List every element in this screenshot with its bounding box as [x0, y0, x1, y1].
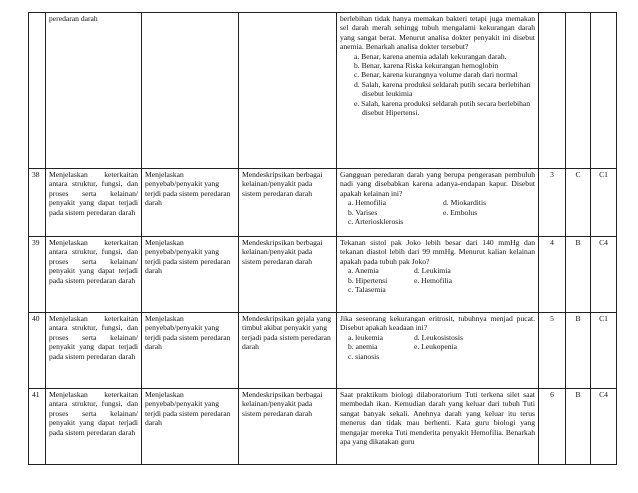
table-row: [29, 313, 617, 389]
competency-cell: [46, 13, 142, 169]
competency-text: Menjelaskan keterkaitan antara struktur, fungsi, dan proses serta kelainan/ penyakit yang dapat terjadi pada sistem peredaran darah: [49, 390, 138, 437]
option-a: a. Hemofilia: [348, 198, 386, 208]
question-grid-table: [28, 12, 617, 465]
question-text: Tekanan sistol pak Joko lebih besar dari 140 mmHg dan tekanan diastol lebih dari 99 mmHg. Menurut kalian kelainan apakah pada tubuh pak Joko?: [340, 238, 535, 266]
option-b: b. anemia: [348, 342, 378, 352]
question-text: Saat praktikum biologi dilaboratorium Tuti terkena silet saat membedah ikan. Kemudian darah yang keluar dari tubuh Tuti sangat banyak sekali. Anehnya darah yang keluar itu terus menerus dan tidak mau berhenti. Kata guru biologi yang mengajar mereka Tuti menderita penyakit Hemofilia. Benarkah apa yang dikatakan guru: [340, 390, 535, 447]
question-cell: [337, 169, 539, 237]
row-number-cell: 40: [29, 313, 46, 389]
competency-text: Menjelaskan keterkaitan antara struktur, fungsi, dan proses serta kelainan/ penyakit yang dapat terjadi pada sistem peredaran darah: [49, 238, 138, 285]
option-b: b. Hipertensi: [348, 275, 388, 285]
row-number-cell: 41: [29, 389, 46, 465]
option-a: a. leukemia: [348, 332, 383, 342]
material-cell: Menjelaskan penyebab/penyakit yang terjdi pada sistem peredaran darah: [142, 313, 239, 389]
material-cell: Menjelaskan penyebab/penyakit yang terjdi pada sistem peredaran darah: [142, 169, 239, 237]
table-row: [29, 13, 617, 169]
key-cell: [566, 13, 591, 169]
question-cell: [337, 313, 539, 389]
option-d: d. Miokarditis: [443, 198, 487, 208]
key-cell: B: [566, 313, 591, 389]
option-b: b. Benar, karena Riska kekurangan hemoglobin: [354, 61, 499, 71]
table-row: [29, 237, 617, 313]
competency-text: peredaran darah: [49, 14, 98, 23]
level-cell: 4: [539, 237, 566, 313]
question-cell: [337, 237, 539, 313]
row-number-cell: [29, 13, 46, 169]
options-list: [340, 333, 535, 361]
row-number-cell: 38: [29, 169, 46, 237]
option-e: e. Leukopenia: [414, 342, 458, 352]
table-row: [29, 389, 617, 465]
option-a: a. Anemia: [348, 266, 379, 276]
option-c: c. sianosis: [348, 351, 380, 361]
option-a: a. Benar, karena anemia adalah kekurangan darah.: [354, 51, 507, 61]
competency-cell: [46, 237, 142, 313]
key-cell: B: [566, 389, 591, 465]
competency-cell: [46, 169, 142, 237]
cognitive-cell: [591, 13, 617, 169]
row-number-cell: 39: [29, 237, 46, 313]
indicator-cell: Mendeskripsikan berbagai kelainan/penyakit pada sistem peredaran darah: [239, 169, 337, 237]
question-cell: [337, 389, 539, 465]
indicator-cell: Mendeskripsikan berbagai kelainan/penyakit pada sistem peredaran darah: [239, 237, 337, 313]
indicator-cell: [239, 13, 337, 169]
question-text: berlebihan tidak hanya memakan bakteri tetapi juga memakan sel darah merah sehingg tubuh mengalami kekurangan darah yang sangat berat. Menurut analisa dokter penyakit ini disebut anemia. Benarkah analisa dokter tersebut?: [340, 14, 535, 52]
cognitive-cell: C4: [591, 237, 617, 313]
level-cell: 3: [539, 169, 566, 237]
competency-text: Menjelaskan keterkaitan antara struktur, fungsi, dan proses serta kelainan/ penyakit yang dapat terjadi pada sistem peredaran darah: [49, 314, 138, 361]
key-cell: C: [566, 169, 591, 237]
option-d: d. Salah, karena produksi seldarah putih secara berlebihan disebut leukimia: [354, 79, 531, 99]
competency-cell: [46, 389, 142, 465]
level-cell: [539, 13, 566, 169]
material-cell: Menjelaskan penyebab/penyakit yang terjdi pada sistem peredaran darah: [142, 237, 239, 313]
indicator-cell: Mendeskripsikan berbagai kelainan/penyakit pada sistem peredaran darah: [239, 389, 337, 465]
question-cell: [337, 13, 539, 169]
cognitive-cell: C4: [591, 389, 617, 465]
option-e: e. Hemofilia: [414, 275, 452, 285]
cognitive-cell: C1: [591, 169, 617, 237]
option-d: d. Leukosistosis: [414, 332, 463, 342]
question-text: Gangguan peredaran darah yang berupa pengerasan pembuluh nadi yang disebabkan karena adanya-endapan kapur. Disebut apakah kelainan ini?: [340, 170, 535, 198]
option-e: e. Salah, karena produksi seldarah putih secara berlebihan disebut Hipertensi.: [354, 98, 531, 118]
indicator-cell: Mendeskripsikan gejala yang timbul akibat penyakit yang terjadi pada sistem peredaran darah: [239, 313, 337, 389]
option-e: e. Embolus: [443, 207, 478, 217]
options-list: [340, 198, 535, 226]
material-cell: Menjelaskan penyebab/penyakit yang terjdi pada sistem peredaran darah: [142, 389, 239, 465]
question-text: Jika seseorang kekurangan eritrosit, tubuhnya menjad pucat. Disebut apakah keadaan ini?: [340, 314, 535, 333]
key-cell: B: [566, 237, 591, 313]
competency-cell: [46, 313, 142, 389]
option-c: c. Arteriosklerosis: [348, 217, 404, 227]
table-row: [29, 169, 617, 237]
level-cell: 5: [539, 313, 566, 389]
level-cell: 6: [539, 389, 566, 465]
material-cell: [142, 13, 239, 169]
competency-text: Menjelaskan keterkaitan antara struktur, fungsi, dan proses serta kelainan/ penyakit yang dapat terjadi pada sistem peredaran darah: [49, 170, 138, 217]
options-list: [340, 52, 535, 118]
option-d: d. Leukimia: [414, 266, 451, 276]
options-list: [340, 266, 535, 294]
option-b: b. Varises: [348, 207, 378, 217]
option-c: c. Talasemia: [348, 285, 386, 295]
option-c: c. Benar, karena kurangnya volume darah dari normal: [354, 70, 518, 80]
cognitive-cell: C1: [591, 313, 617, 389]
